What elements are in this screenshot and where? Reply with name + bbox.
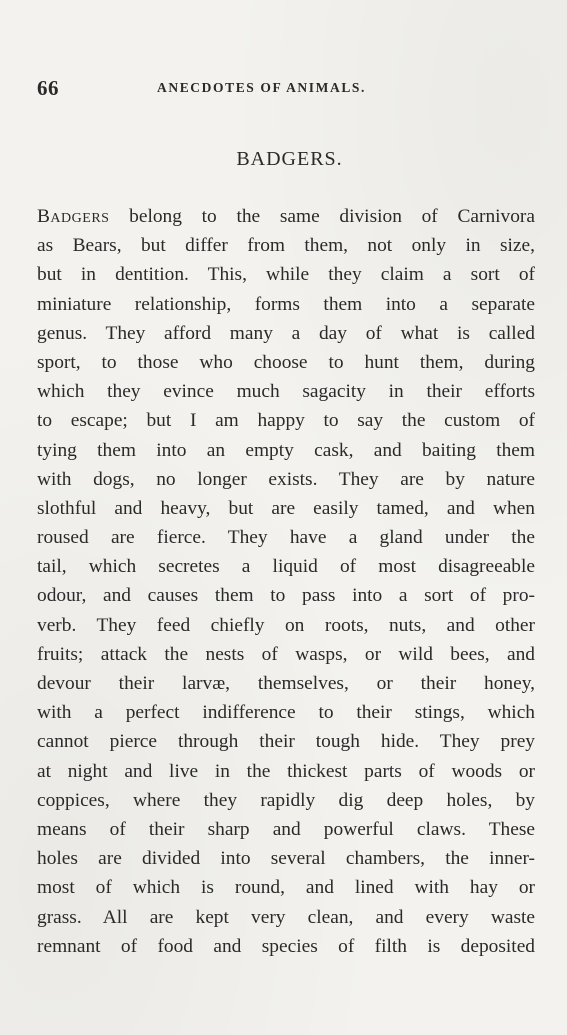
text-line [37, 202, 535, 231]
text-line: at night and live in the thickest parts of woods or [37, 760, 535, 782]
lead-word: Badgers [37, 206, 110, 227]
text-line: coppices, where they rapidly dig deep holes, by [37, 789, 535, 811]
text-line: miniature relationship, forms them into a separate [37, 293, 535, 315]
text-line: grass. All are kept very clean, and every waste [37, 906, 535, 928]
running-title: ANECDOTES OF ANIMALS. [157, 80, 367, 95]
text-line: most of which is round, and lined with hay or [37, 877, 535, 899]
text-line: means of their sharp and powerful claws. These [37, 818, 535, 840]
running-head [37, 76, 527, 100]
chapter-title: BADGERS. [236, 148, 343, 170]
text-line: cannot pierce through their tough hide. They prey [37, 731, 535, 753]
text-line: genus. They afford many a day of what is called [37, 322, 535, 344]
text-line: as Bears, but differ from them, not only in size, [37, 235, 535, 257]
text-line-content: belong to the same division of Carnivora [109, 206, 535, 227]
text-line: devour their larvæ, themselves, or their honey, [37, 673, 535, 694]
text-line: roused are fierce. They have a gland under the [37, 527, 535, 549]
text-line: slothful and heavy, but are easily tamed, and when [37, 497, 535, 519]
body-text [37, 202, 535, 961]
text-line: with dogs, no longer exists. They are by nature [37, 468, 535, 490]
text-line: to escape; but I am happy to say the custom of [37, 410, 535, 432]
text-line: tying them into an empty cask, and baiting them [37, 439, 535, 461]
text-line: verb. They feed chiefly on roots, nuts, and other [37, 614, 535, 636]
text-line: with a perfect indifference to their stings, which [37, 702, 535, 724]
text-line: but in dentition. This, while they claim a sort of [37, 264, 535, 286]
text-line: fruits; attack the nests of wasps, or wild bees, and [37, 643, 535, 665]
text-line: odour, and causes them to pass into a sort of pro- [37, 585, 535, 607]
text-line: holes are divided into several chambers, the inner- [37, 848, 535, 870]
text-line: remnant of food and species of filth is deposited [37, 935, 535, 957]
text-line: which they evince much sagacity in their efforts [37, 381, 535, 403]
text-line: sport, to those who choose to hunt them, during [37, 351, 535, 373]
text-line: tail, which secretes a liquid of most disagreeable [37, 556, 535, 578]
page-number: 66 [37, 76, 59, 100]
